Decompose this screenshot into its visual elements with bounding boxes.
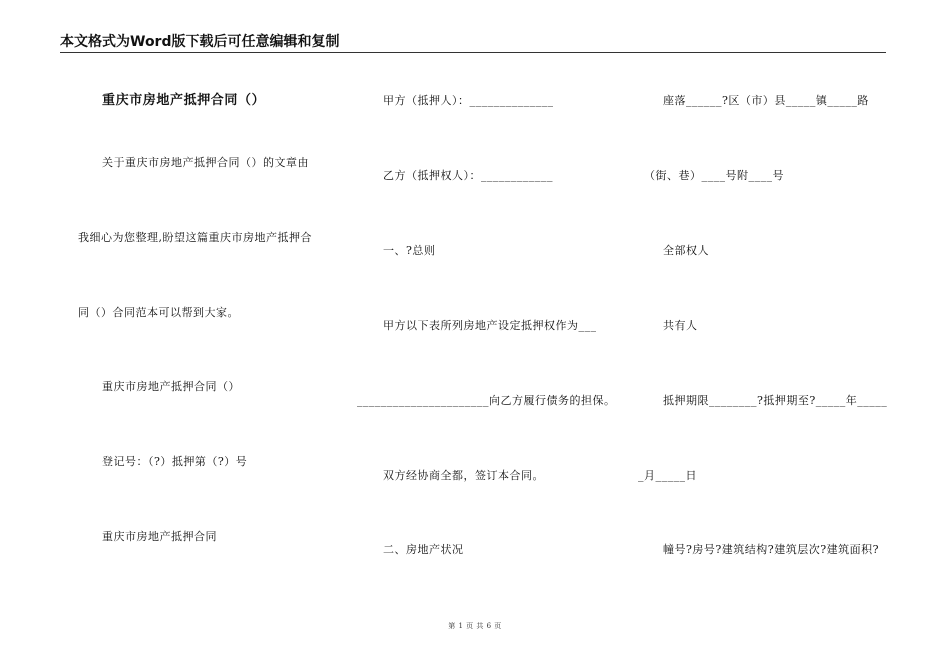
text-line: 我细心为您整理,盼望这篇重庆市房地产抵押合 (78, 231, 312, 244)
text-line: 甲方（抵押人）：______________ (383, 94, 554, 107)
text-line: 座落______?区（市）县_____镇_____路 (663, 94, 869, 107)
text-line: （街、巷）____号附____号 (644, 169, 784, 182)
text-line: _月_____日 (638, 469, 697, 482)
page-footer: 第 1 页 共 6 页 (448, 622, 502, 630)
contract-title: 重庆市房地产抵押合同（） (102, 93, 266, 108)
text-line: 同（）合同范本可以帮到大家。 (78, 306, 239, 319)
text-line: 登记号：（?）抵押第（?）号 (102, 455, 248, 468)
text-line: 双方经协商全都，签订本合同。 (383, 469, 544, 482)
text-line: 抵押期限________?抵押期至?_____年_____ (663, 394, 888, 407)
text-line: 乙方（抵押权人）：____________ (383, 169, 553, 182)
text-line: 重庆市房地产抵押合同 (102, 530, 217, 543)
text-line: 幢号?房号?建筑结构?建筑层次?建筑面积? (663, 543, 879, 556)
text-line: 全部权人 (663, 244, 709, 257)
section-heading: 一、?总则 (383, 244, 436, 257)
text-line: 共有人 (663, 319, 698, 332)
text-line: 甲方以下表所列房地产设定抵押权作为___ (383, 319, 597, 332)
text-line: ______________________向乙方履行债务的担保。 (357, 394, 616, 407)
text-line: 关于重庆市房地产抵押合同（）的文章由 (102, 156, 309, 169)
section-heading: 二、房地产状况 (383, 543, 464, 556)
header-rule (60, 52, 886, 53)
document-header: 本文格式为Word版下载后可任意编辑和复制 (60, 34, 340, 50)
text-line: 重庆市房地产抵押合同（） (102, 380, 240, 393)
